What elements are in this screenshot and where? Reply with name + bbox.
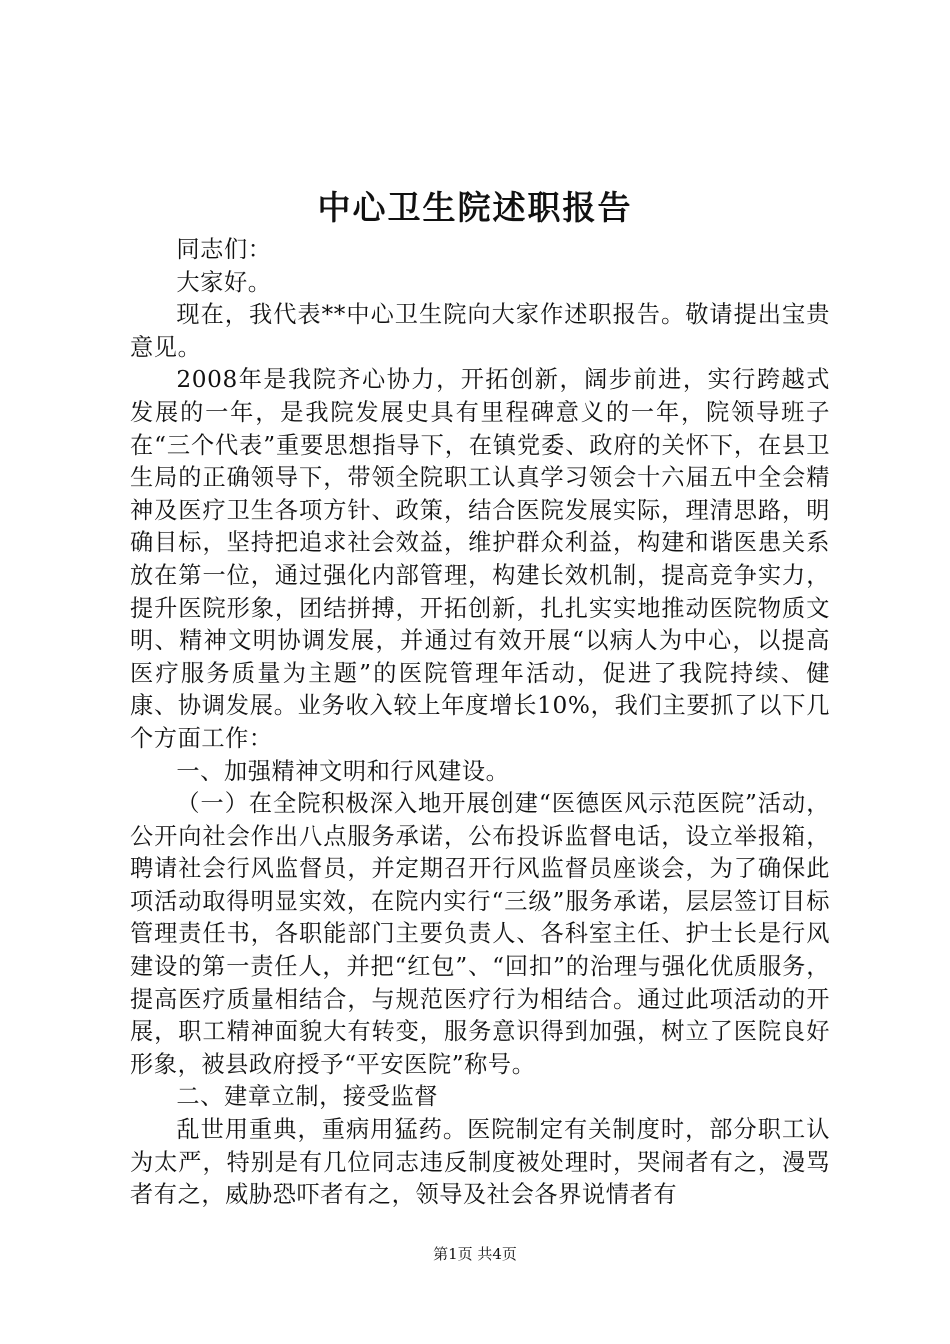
paragraph-greeting: 大家好。 bbox=[176, 268, 272, 296]
paragraph-overview: 2008年是我院齐心协力，开拓创新，阔步前进，实行跨越式发展的一年，是我院发展史具有里程碑意义的一年，院领导班子在“三个代表”重要思想指导下，在镇党委、政府的关怀下，在县卫生局的正确领导下，带领全院职工认真学习领会十六届五中全会精神及医疗卫生各项方针、政策，结合医院发展实际，理清思路，明确目标，坚持把追求社会效益，维护群众利益，构建和谐医患关系放在第一位，通过强化内部管理，构建长效机制，提高竞争实力，提升医院形象，团结拼搏，开拓创新，扎扎实实地推动医院物质文明、精神文明协调发展，并通过有效开展“以病人为中心，以提高医疗服务质量为主题”的医院管理年活动，促进了我院持续、健康、协调发展。业务收入较上年度增长10%，我们主要抓了以下几个方面工作： bbox=[130, 366, 830, 752]
document-body bbox=[130, 234, 830, 1212]
paragraph-section-2: 乱世用重典，重病用猛药。医院制定有关制度时，部分职工认为太严，特别是有几位同志违反制度被处理时，哭闹者有之，漫骂者有之，威胁恐吓者有之，领导及社会各界说情者有 bbox=[130, 1116, 830, 1209]
section-heading-1: 一、加强精神文明和行风建设。 bbox=[176, 757, 510, 785]
paragraph-salutation: 同志们： bbox=[176, 236, 272, 263]
page-footer: 第1页 共4页 bbox=[433, 1245, 517, 1263]
paragraph-section-1-1: （一）在全院积极深入地开展创建“医德医风示范医院”活动，公开向社会作出八点服务承诺，公布投诉监督电话，设立举报箱，聘请社会行风监督员，并定期召开行风监督员座谈会，为了确保此项活动取得明显实效，在院内实行“三级”服务承诺，层层签订目标管理责任书，各职能部门主要负责人、各科室主任、护士长是行风建设的第一责任人，并把“红包”、“回扣”的治理与强化优质服务，提高医疗质量相结合，与规范医疗行为相结合。通过此项活动的开展，职工精神面貌大有转变，服务意识得到加强，树立了医院良好形象，被县政府授予“平安医院”称号。 bbox=[130, 790, 830, 1078]
document-title: 中心卫生院述职报告 bbox=[317, 188, 633, 227]
section-heading-2: 二、建章立制，接受监督 bbox=[176, 1083, 439, 1111]
paragraph-intro: 现在，我代表**中心卫生院向大家作述职报告。敬请提出宝贵意见。 bbox=[130, 301, 830, 361]
